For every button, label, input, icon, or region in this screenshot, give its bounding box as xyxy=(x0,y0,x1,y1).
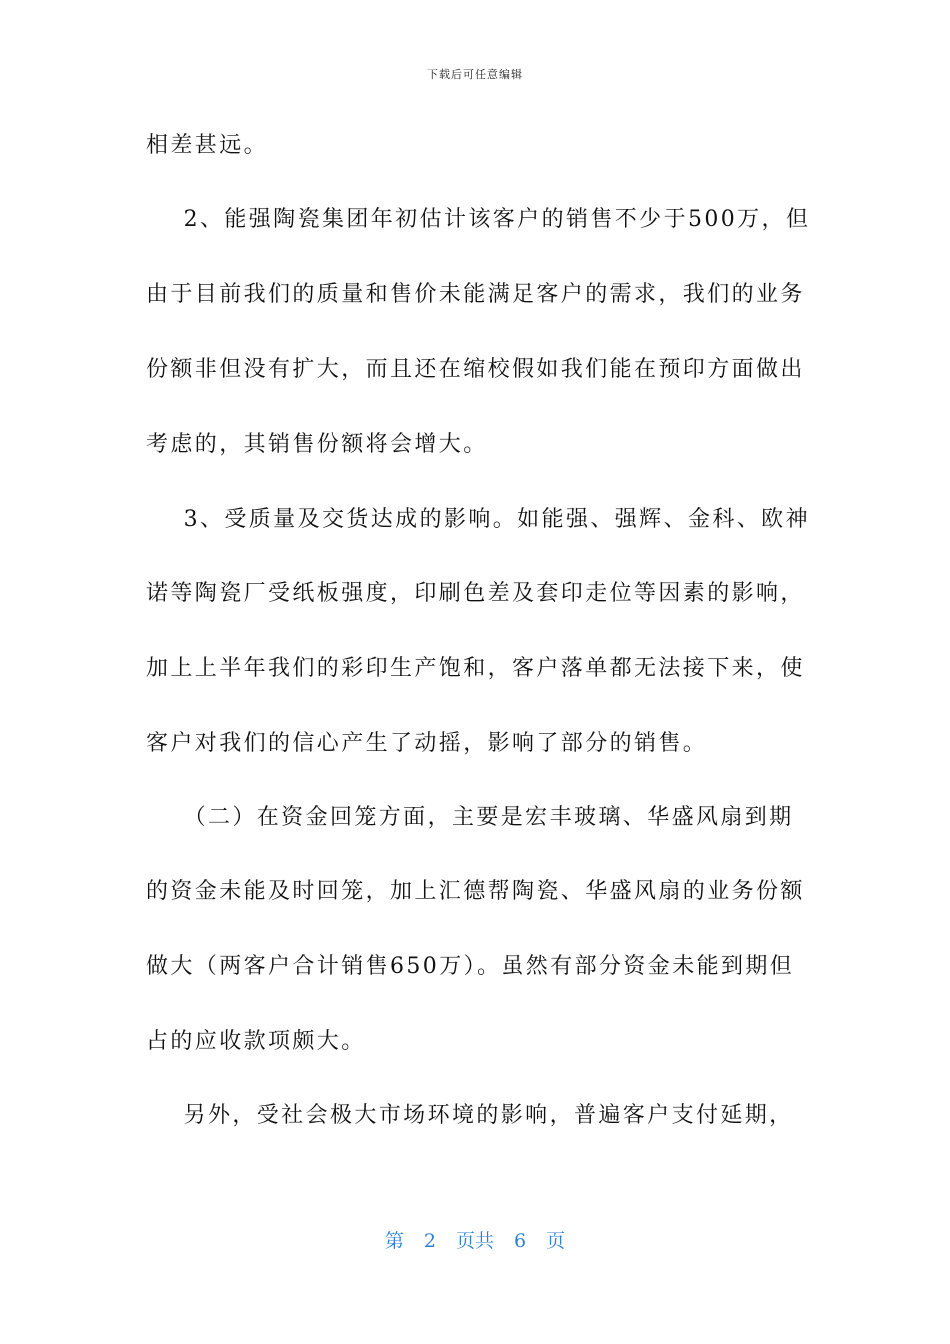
body-line: 的资金未能及时回笼，加上汇德帮陶瓷、华盛风扇的业务份额 xyxy=(146,879,805,904)
body-line: 诺等陶瓷厂受纸板强度，印刷色差及套印走位等因素的影响， xyxy=(146,581,805,606)
body-line: 客户对我们的信心产生了动摇，影响了部分的销售。 xyxy=(146,731,708,756)
body-line: 相差甚远。 xyxy=(146,133,269,158)
footer-total-pages: 6 xyxy=(514,1230,527,1252)
page-number-footer xyxy=(0,1226,950,1253)
body-line: 另外，受社会极大市场环境的影响，普遍客户支付延期， xyxy=(146,1103,794,1128)
body-line: 加上上半年我们的彩印生产饱和，客户落单都无法接下来，使 xyxy=(146,656,805,681)
body-line: 2、能强陶瓷集团年初估计该客户的销售不少于500万，但 xyxy=(146,207,811,232)
body-line: 做大（两客户合计销售650万）。虽然有部分资金未能到期但 xyxy=(146,954,795,979)
footer-current-page: 2 xyxy=(423,1230,436,1252)
footer-middle: 页共 xyxy=(455,1230,494,1252)
body-line: （二）在资金回笼方面，主要是宏丰玻璃、华盛风扇到期 xyxy=(146,805,794,830)
footer-suffix: 页 xyxy=(546,1230,566,1252)
body-line: 3、受质量及交货达成的影响。如能强、强辉、金科、欧神 xyxy=(146,507,810,532)
page-header: 下载后可任意编辑 xyxy=(427,68,523,81)
footer-prefix: 第 xyxy=(384,1230,404,1252)
body-line: 占的应收款项颇大。 xyxy=(146,1029,366,1054)
body-line: 份额非但没有扩大，而且还在缩校假如我们能在预印方面做出 xyxy=(146,357,805,382)
body-line: 由于目前我们的质量和售价未能满足客户的需求，我们的业务 xyxy=(146,282,805,307)
body-line: 考虑的，其销售份额将会增大。 xyxy=(146,432,488,457)
